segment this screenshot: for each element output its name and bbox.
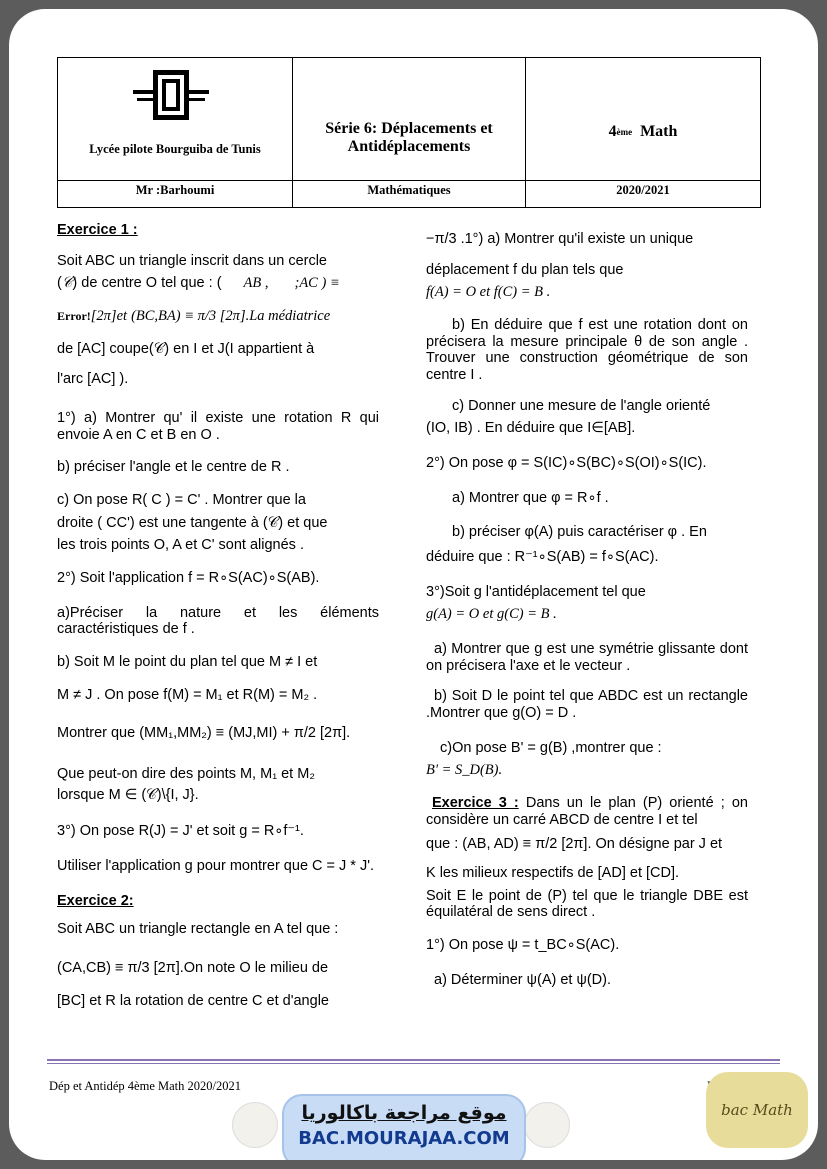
ex2-text: f(A) = O et f(C) = B . xyxy=(426,284,551,301)
ex3-text: Soit E le point de (P) tel que le triangle DBE est équilatéral de sens direct . xyxy=(426,887,748,921)
question-1b: b) préciser l'angle et le centre de R . xyxy=(57,459,290,476)
ex2-question-c: (IO, IB) . En déduire que I∈[AB]. xyxy=(426,420,636,437)
ex3-question-1a: a) Déterminer ψ(A) et ψ(D). xyxy=(434,971,611,988)
page xyxy=(9,9,818,1160)
bac-math-badge: bac Math xyxy=(706,1072,808,1148)
ex2-question-b: b) En déduire que f est une rotation dont on précisera la mesure principale θ de son angle . Trouver une construction géométrique de son centre I . xyxy=(426,317,748,384)
ex2-question-3c: B' = S_D(B). xyxy=(426,762,503,779)
ex1-text: Error![2π]et (BC,BA) ≡ π/3 [2π].La médiatrice xyxy=(57,308,331,325)
header-table xyxy=(57,57,761,208)
question-1c: c) On pose R( C ) = C' . Montrer que la xyxy=(57,492,306,509)
ex2-text: déplacement f du plan tels que xyxy=(426,261,624,278)
level-label xyxy=(526,120,760,144)
ex2-question-3: g(A) = O et g(C) = B . xyxy=(426,606,557,623)
ex1-text: l'arc [AC] ). xyxy=(57,371,129,388)
right-column xyxy=(426,231,748,988)
question-2: 2°) Soit l'application f = R∘S(AC)∘S(AB). xyxy=(57,570,320,587)
question-1a: 1°) a) Montrer qu' il existe une rotation R qui envoie A en C et B en O . xyxy=(57,410,379,443)
subject: Mathématiques xyxy=(367,182,451,197)
title-line-1: Série 6: Déplacements et xyxy=(325,120,493,137)
banner-arabic: موقع مراجعة باكالوريا xyxy=(301,1102,507,1124)
title-line-2: Antidéplacements xyxy=(347,138,471,155)
question-2a: a)Préciser la nature et les éléments caractéristiques de f . xyxy=(57,604,379,638)
ex2-text: (CA,CB) ≡ π/3 [2π].On note O le milieu de xyxy=(57,960,329,977)
ex2-question-2: 2°) On pose φ = S(IC)∘S(BC)∘S(OI)∘S(IC). xyxy=(426,455,707,472)
ex2-text: Soit ABC un triangle rectangle en A tel que : xyxy=(57,921,339,938)
teacher: Mr :Barhoumi xyxy=(135,182,215,197)
site-logo-icon xyxy=(524,1102,570,1148)
school-name: Lycée pilote Bourguiba de Tunis xyxy=(89,141,261,156)
ex2-text: −π/3 .1°) a) Montrer qu'il existe un unique xyxy=(426,231,694,247)
question-2b: M ≠ J . On pose f(M) = M₁ et R(M) = M₂ . xyxy=(57,686,318,703)
question-2c: Montrer que (MM₁,MM₂) ≡ (MJ,MI) + π/2 [2π]. xyxy=(57,725,351,742)
site-logo-icon xyxy=(232,1102,278,1148)
level-name: Math xyxy=(640,123,678,140)
ex2-question-3b: b) Soit D le point tel que ABDC est un rectangle .Montrer que g(O) = D . xyxy=(426,688,748,722)
question-2d: Que peut-on dire des points M, M₁ et M₂ xyxy=(57,766,315,783)
ex2-text: [BC] et R la rotation de centre C et d'angle xyxy=(57,992,329,1009)
level-num: 4 xyxy=(608,123,617,140)
ex1-text: de [AC] coupe(𝒞) en I et J(I appartient à xyxy=(57,340,315,357)
ex2-question-3: 3°)Soit g l'antidéplacement tel que xyxy=(426,583,646,600)
ex2-question-3c: c)On pose B' = g(B) ,montrer que : xyxy=(440,739,662,756)
ex3-text: K les milieux respectifs de [AD] et [CD]. xyxy=(426,865,680,882)
exercise-3-title: Exercice 3 : xyxy=(432,795,519,812)
ex2-question-2a: a) Montrer que φ = R∘f . xyxy=(452,489,609,506)
school-year: 2020/2021 xyxy=(616,182,670,197)
ex3-question-1: 1°) On pose ψ = t_BC∘S(AC). xyxy=(426,937,620,954)
ex2-question-2b: b) préciser φ(A) puis caractériser φ . En xyxy=(452,524,707,541)
question-2d: lorsque M ∈ (𝒞)\{I, J}. xyxy=(57,786,199,803)
exercise-1-title: Exercice 1 : xyxy=(57,222,138,238)
ex2-question-2b: déduire que : R⁻¹∘S(AB) = f∘S(AC). xyxy=(426,549,659,566)
banner-url[interactable]: BAC.MOURAJAA.COM xyxy=(298,1128,510,1149)
footer-divider xyxy=(47,1063,780,1064)
question-1c: les trois points O, A et C' sont alignés . xyxy=(57,537,304,554)
question-3: 3°) On pose R(J) = J' et soit g = R∘f⁻¹. xyxy=(57,823,304,840)
exercise-2-title: Exercice 2: xyxy=(57,892,134,909)
left-column xyxy=(57,222,379,1009)
page-title xyxy=(293,113,525,163)
ex2-question-c: c) Donner une mesure de l'angle orienté xyxy=(452,397,711,414)
ex3-intro: Exercice 3 : Dans un le plan (P) orienté ; on considère un carré ABCD de centre I et tel xyxy=(426,795,748,828)
question-3a: Utiliser l'application g pour montrer que C = J * J'. xyxy=(57,858,375,875)
footer-text: Dép et Antidép 4ème Math 2020/2021 xyxy=(49,1079,241,1093)
footer-divider xyxy=(47,1059,780,1061)
ex3-text: que : (AB, AD) ≡ π/2 [2π]. On désigne par J et xyxy=(426,836,723,853)
ex1-text: (𝒞) de centre O tel que : ( AB , ;AC ) ≡ xyxy=(57,275,340,292)
level-sup: ème xyxy=(616,127,633,137)
question-2b: b) Soit M le point du plan tel que M ≠ I et xyxy=(57,654,318,671)
site-banner[interactable] xyxy=(282,1094,526,1160)
ex1-text: Soit ABC un triangle inscrit dans un cercle xyxy=(57,252,327,269)
question-1c: droite ( CC') est une tangente à (𝒞) et que xyxy=(57,514,328,531)
ex2-question-3a: a) Montrer que g est une symétrie glissante dont on précisera l'axe et le vecteur . xyxy=(426,641,748,674)
school-logo-icon xyxy=(131,66,211,124)
